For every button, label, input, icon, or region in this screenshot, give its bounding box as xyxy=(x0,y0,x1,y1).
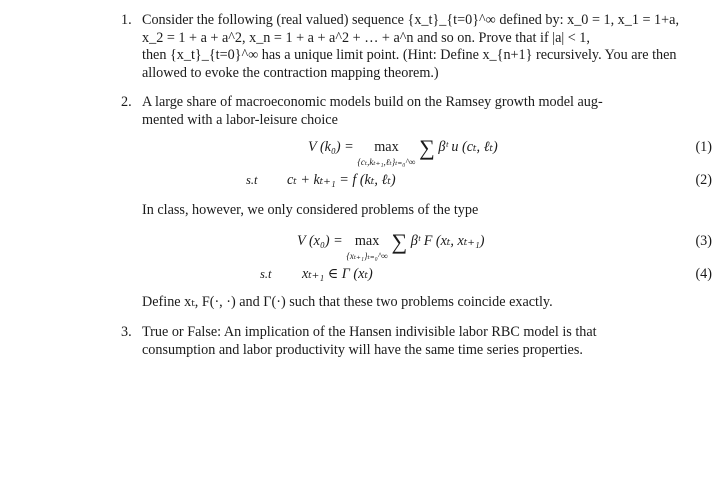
problem-line: In class, however, we only considered problems of the type xyxy=(142,202,479,218)
equation-number: (3) xyxy=(695,233,712,249)
problem-number: 3. xyxy=(121,324,132,340)
problem-line: A large share of macroeconomic models build on the Ramsey growth model aug- xyxy=(142,94,603,110)
problem-line: Consider the following (real valued) sequence {x_t}_{t=0}^∞ defined by: x_0 = 1, x_1 = 1+a, xyxy=(142,12,679,28)
problem-line: allowed to evoke the contraction mapping theorem.) xyxy=(142,64,439,81)
problem-line: True or False: An implication of the Hansen indivisible labor RBC model is that xyxy=(142,324,597,340)
equation-3 xyxy=(297,229,485,261)
problem-text xyxy=(142,324,621,359)
equation-lhs: V (x₀) = xyxy=(297,233,343,249)
equation-4: xₜ₊₁ ∈ Γ (xₜ) xyxy=(302,266,373,282)
problem-2-continued xyxy=(121,202,621,220)
sum-icon: ∑ xyxy=(419,135,435,160)
problem-3 xyxy=(121,324,621,359)
max-operator xyxy=(346,233,388,261)
problem-2 xyxy=(121,94,621,129)
max-subscript: {xₜ₊₁}ₜ₌₀^∞ xyxy=(346,250,388,261)
max-label: max xyxy=(354,233,380,249)
equation-rhs: βᵗ u (cₜ, ℓₜ) xyxy=(438,139,498,155)
problem-line: then {x_t}_{t=0}^∞ has a unique limit point. (Hint: Define x_{n+1} recursively. You are then xyxy=(142,47,677,63)
equation-rhs: βᵗ F (xₜ, xₜ₊₁) xyxy=(410,233,485,249)
sum-icon: ∑ xyxy=(391,229,408,254)
problem-number: 2. xyxy=(121,94,132,110)
equation-number: (1) xyxy=(695,139,712,155)
equation-2: cₜ + kₜ₊₁ = f (kₜ, ℓₜ) xyxy=(287,172,396,188)
equation-1 xyxy=(308,135,498,167)
equation-number: (4) xyxy=(695,266,712,282)
problem-text xyxy=(142,12,679,82)
problem-text xyxy=(142,94,621,129)
equation-number: (2) xyxy=(695,172,712,188)
max-operator xyxy=(357,139,415,167)
equation-lhs: V (k₀) = xyxy=(308,139,354,155)
subject-to-label: s.t xyxy=(246,173,258,187)
problem-line: mented with a labor-leisure choice xyxy=(142,111,338,128)
problem-number: 1. xyxy=(121,12,132,28)
problem-line: consumption and labor productivity will have the same time series properties. xyxy=(142,341,583,358)
problem-line: Define xₜ, F(·, ·) and Γ(·) such that these two problems coincide exactly. xyxy=(142,294,553,310)
subject-to-label: s.t xyxy=(260,267,272,281)
problem-line: x_2 = 1 + a + a^2, x_n = 1 + a + a^2 + … + a^n and so on. Prove that if |a| < 1, xyxy=(142,29,590,46)
problem-2-closing xyxy=(121,294,621,312)
problem-1 xyxy=(121,12,679,82)
max-subscript: {cₜ,kₜ₊₁,ℓₜ}ₜ₌₀^∞ xyxy=(357,156,416,167)
max-label: max xyxy=(374,139,399,155)
